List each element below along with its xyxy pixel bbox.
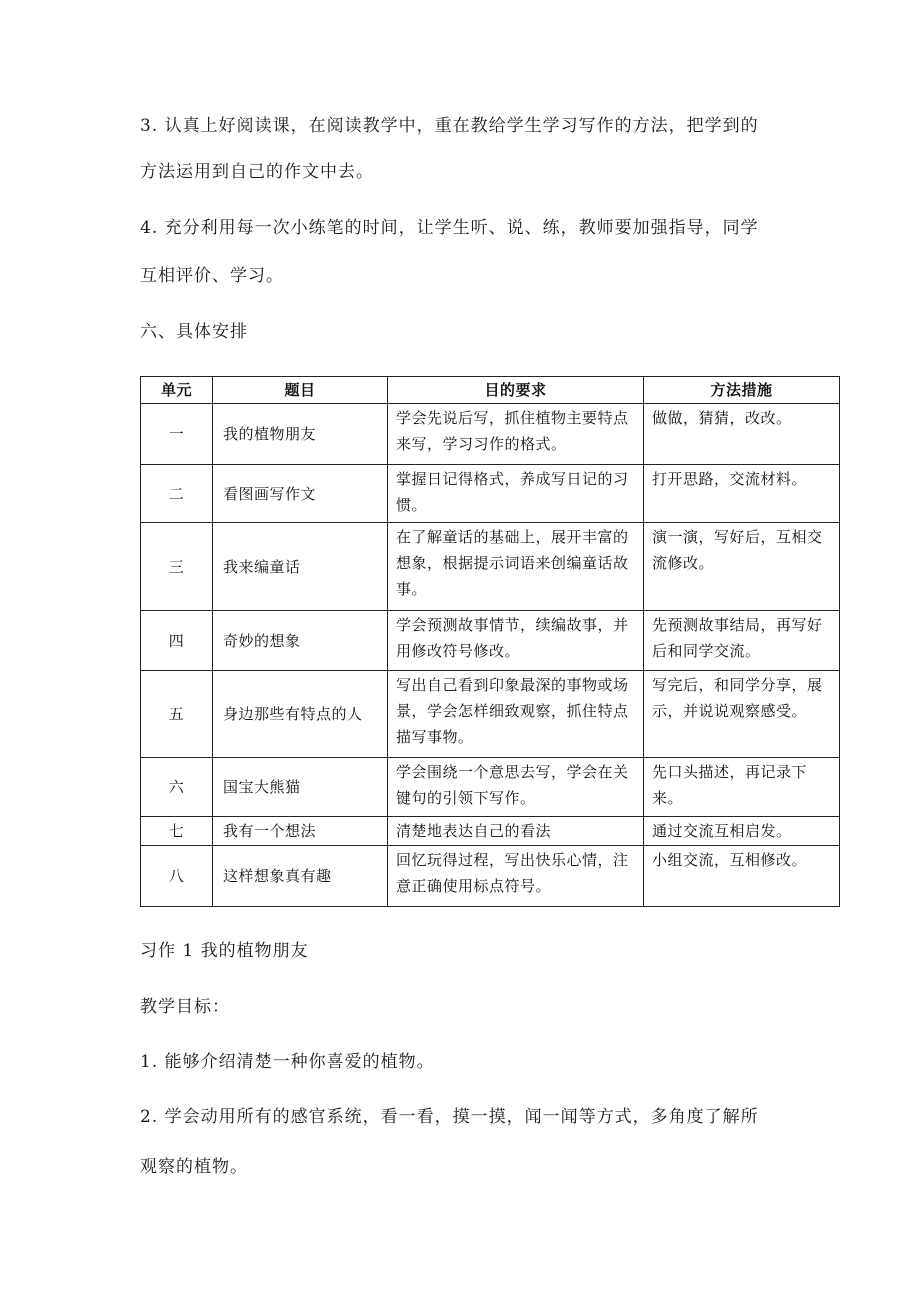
assignment-title: 习作 1 我的植物朋友 bbox=[140, 941, 309, 961]
cell-goal: 写出自己看到印象最深的事物或场景，学会怎样细致观察，抓住特点描写事物。 bbox=[388, 671, 644, 758]
cell-unit: 七 bbox=[141, 817, 213, 846]
paragraph-3-line-1: 3. 认真上好阅读课，在阅读教学中，重在教给学生学习写作的方法，把学到的 bbox=[140, 116, 759, 136]
objective-1: 1. 能够介绍清楚一种你喜爱的植物。 bbox=[140, 1052, 435, 1072]
cell-title: 国宝大熊猫 bbox=[213, 758, 388, 817]
table-row bbox=[141, 465, 840, 523]
cell-method: 通过交流互相启发。 bbox=[644, 817, 840, 846]
cell-unit: 八 bbox=[141, 846, 213, 907]
paragraph-4-line-2: 互相评价、学习。 bbox=[140, 266, 284, 286]
schedule-table bbox=[140, 376, 840, 907]
cell-method: 演一演，写好后，互相交流修改。 bbox=[644, 523, 840, 611]
cell-unit: 五 bbox=[141, 671, 213, 758]
cell-unit: 二 bbox=[141, 465, 213, 523]
header-unit: 单元 bbox=[141, 377, 213, 404]
table-row bbox=[141, 671, 840, 758]
table-row bbox=[141, 758, 840, 817]
cell-unit: 六 bbox=[141, 758, 213, 817]
objective-2-line-1: 2. 学会动用所有的感官系统，看一看，摸一摸，闻一闻等方式，多角度了解所 bbox=[140, 1107, 759, 1127]
section-heading: 六、具体安排 bbox=[140, 322, 248, 342]
table-row bbox=[141, 611, 840, 671]
cell-title: 这样想象真有趣 bbox=[213, 846, 388, 907]
table-header-row bbox=[141, 377, 840, 404]
header-goal: 目的要求 bbox=[388, 377, 644, 404]
header-method: 方法措施 bbox=[644, 377, 840, 404]
objectives-label: 教学目标： bbox=[140, 997, 230, 1017]
cell-title: 身边那些有特点的人 bbox=[213, 671, 388, 758]
cell-method: 先口头描述，再记录下来。 bbox=[644, 758, 840, 817]
cell-title: 奇妙的想象 bbox=[213, 611, 388, 671]
paragraph-4-line-1: 4. 充分利用每一次小练笔的时间，让学生听、说、练，教师要加强指导，同学 bbox=[140, 218, 759, 238]
cell-unit: 一 bbox=[141, 404, 213, 465]
cell-method: 写完后，和同学分享，展示，并说说观察感受。 bbox=[644, 671, 840, 758]
paragraph-3-line-2: 方法运用到自己的作文中去。 bbox=[140, 162, 374, 182]
table-row bbox=[141, 846, 840, 907]
cell-method: 先预测故事结局，再写好后和同学交流。 bbox=[644, 611, 840, 671]
table-row bbox=[141, 404, 840, 465]
objective-2-line-2: 观察的植物。 bbox=[140, 1157, 248, 1177]
header-title: 题目 bbox=[213, 377, 388, 404]
cell-title: 看图画写作文 bbox=[213, 465, 388, 523]
table-row bbox=[141, 523, 840, 611]
cell-goal: 学会围绕一个意思去写，学会在关键句的引领下写作。 bbox=[388, 758, 644, 817]
cell-goal: 在了解童话的基础上，展开丰富的想象，根据提示词语来创编童话故事。 bbox=[388, 523, 644, 611]
cell-method: 小组交流，互相修改。 bbox=[644, 846, 840, 907]
cell-goal: 回忆玩得过程，写出快乐心情，注意正确使用标点符号。 bbox=[388, 846, 644, 907]
cell-goal: 清楚地表达自己的看法 bbox=[388, 817, 644, 846]
cell-title: 我的植物朋友 bbox=[213, 404, 388, 465]
cell-method: 打开思路，交流材料。 bbox=[644, 465, 840, 523]
cell-unit: 三 bbox=[141, 523, 213, 611]
cell-title: 我有一个想法 bbox=[213, 817, 388, 846]
cell-title: 我来编童话 bbox=[213, 523, 388, 611]
cell-method: 做做，猜猜，改改。 bbox=[644, 404, 840, 465]
cell-goal: 学会先说后写，抓住植物主要特点来写，学习习作的格式。 bbox=[388, 404, 644, 465]
table-row bbox=[141, 817, 840, 846]
cell-goal: 学会预测故事情节，续编故事，并用修改符号修改。 bbox=[388, 611, 644, 671]
cell-goal: 掌握日记得格式，养成写日记的习惯。 bbox=[388, 465, 644, 523]
cell-unit: 四 bbox=[141, 611, 213, 671]
